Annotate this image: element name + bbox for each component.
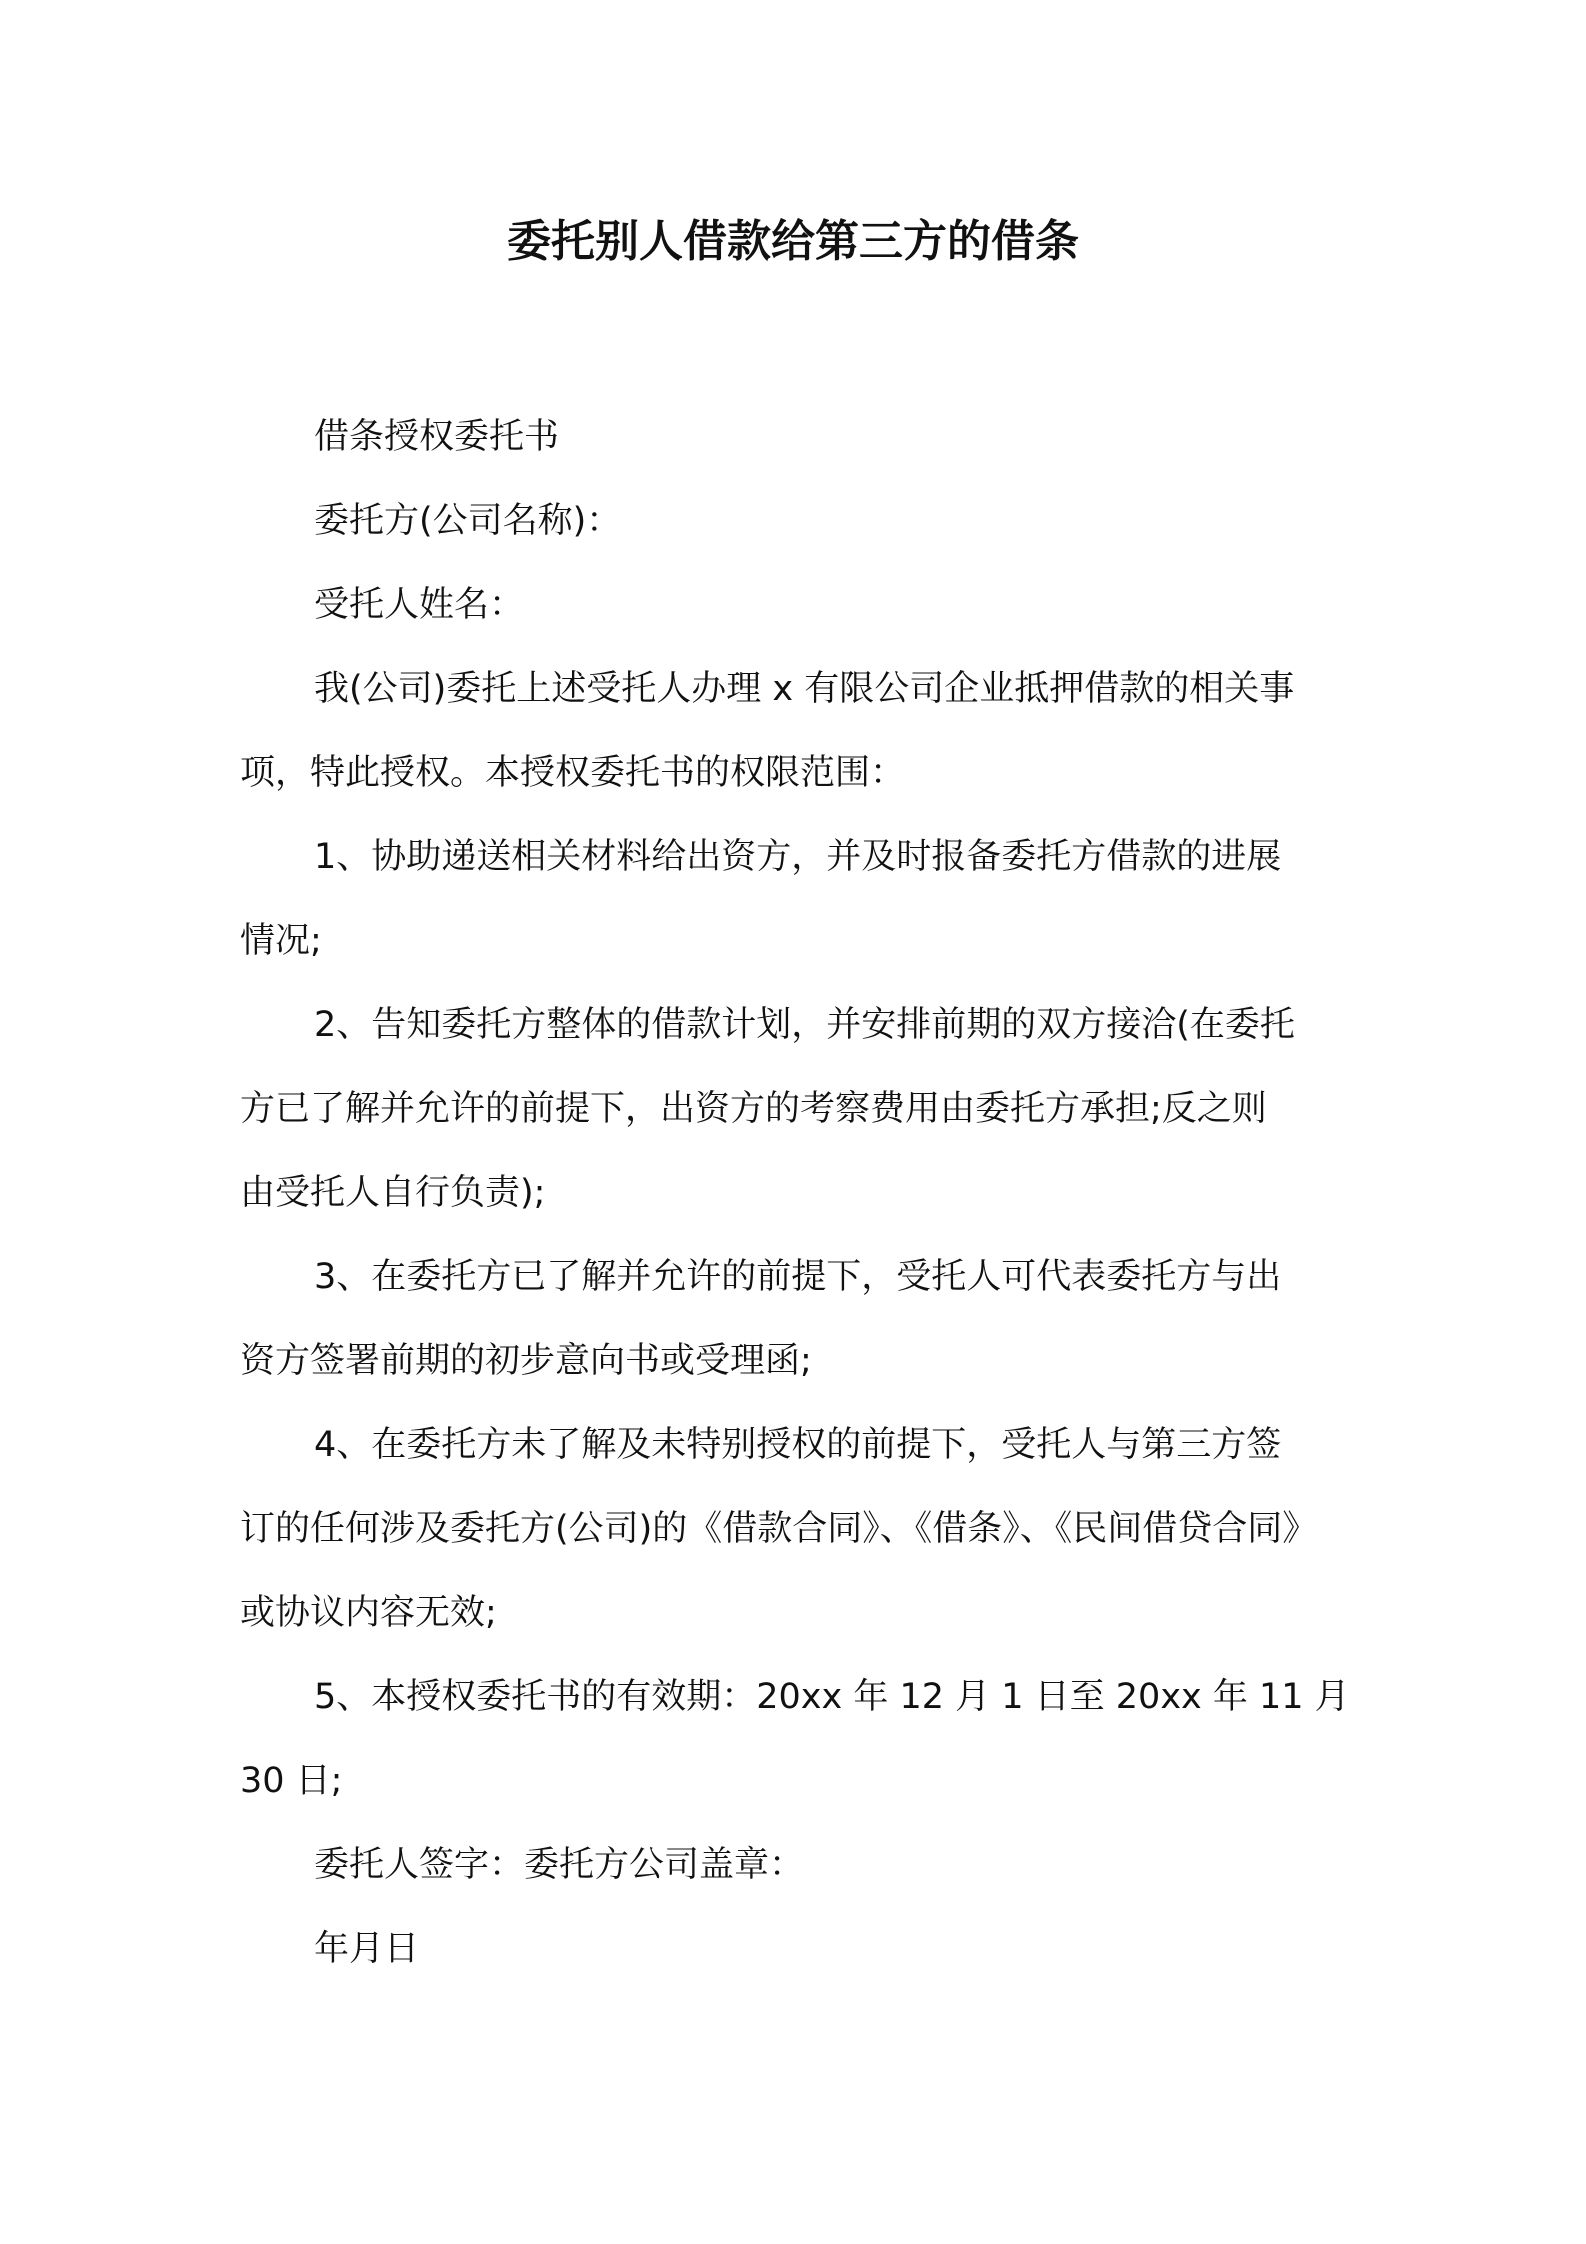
field-principal-company: 委托方(公司名称)： xyxy=(314,501,622,541)
clause-4-line-2: 订的任何涉及委托方(公司)的《借款合同》、《借条》、《民间借贷合同》 xyxy=(240,1509,1318,1549)
field-agent-name: 受托人姓名： xyxy=(314,585,525,625)
clause-4-line-1: 4、在委托方未了解及未特别授权的前提下，受托人与第三方签 xyxy=(314,1425,1282,1465)
signature-line: 委托人签字：委托方公司盖章： xyxy=(314,1845,805,1885)
document-title: 委托别人借款给第三方的借条 xyxy=(507,216,1079,267)
paragraph-intro-line-1: 我(公司)委托上述受托人办理 x 有限公司企业抵押借款的相关事 xyxy=(314,669,1295,709)
clause-3-line-1: 3、在委托方已了解并允许的前提下，受托人可代表委托方与出 xyxy=(314,1257,1282,1297)
paragraph-intro-line-2: 项，特此授权。本授权委托书的权限范围： xyxy=(240,753,906,793)
clause-3-line-2: 资方签署前期的初步意向书或受理函; xyxy=(240,1341,812,1381)
heading-authorization-letter: 借条授权委托书 xyxy=(314,417,560,457)
clause-1-line-2: 情况; xyxy=(240,921,322,961)
clause-1-line-1: 1、协助递送相关材料给出资方，并及时报备委托方借款的进展 xyxy=(314,837,1282,877)
clause-5-line-1: 5、本授权委托书的有效期：20xx 年 12 月 1 日至 20xx 年 11 月 xyxy=(314,1677,1350,1717)
date-line: 年月日 xyxy=(314,1929,420,1969)
clause-2-line-1: 2、告知委托方整体的借款计划，并安排前期的双方接洽(在委托 xyxy=(314,1005,1295,1045)
clause-5-line-2: 30 日; xyxy=(240,1761,343,1801)
clause-2-line-3: 由受托人自行负责); xyxy=(240,1173,546,1213)
clause-4-line-3: 或协议内容无效; xyxy=(240,1593,497,1633)
clause-2-line-2: 方已了解并允许的前提下，出资方的考察费用由委托方承担;反之则 xyxy=(240,1089,1267,1129)
